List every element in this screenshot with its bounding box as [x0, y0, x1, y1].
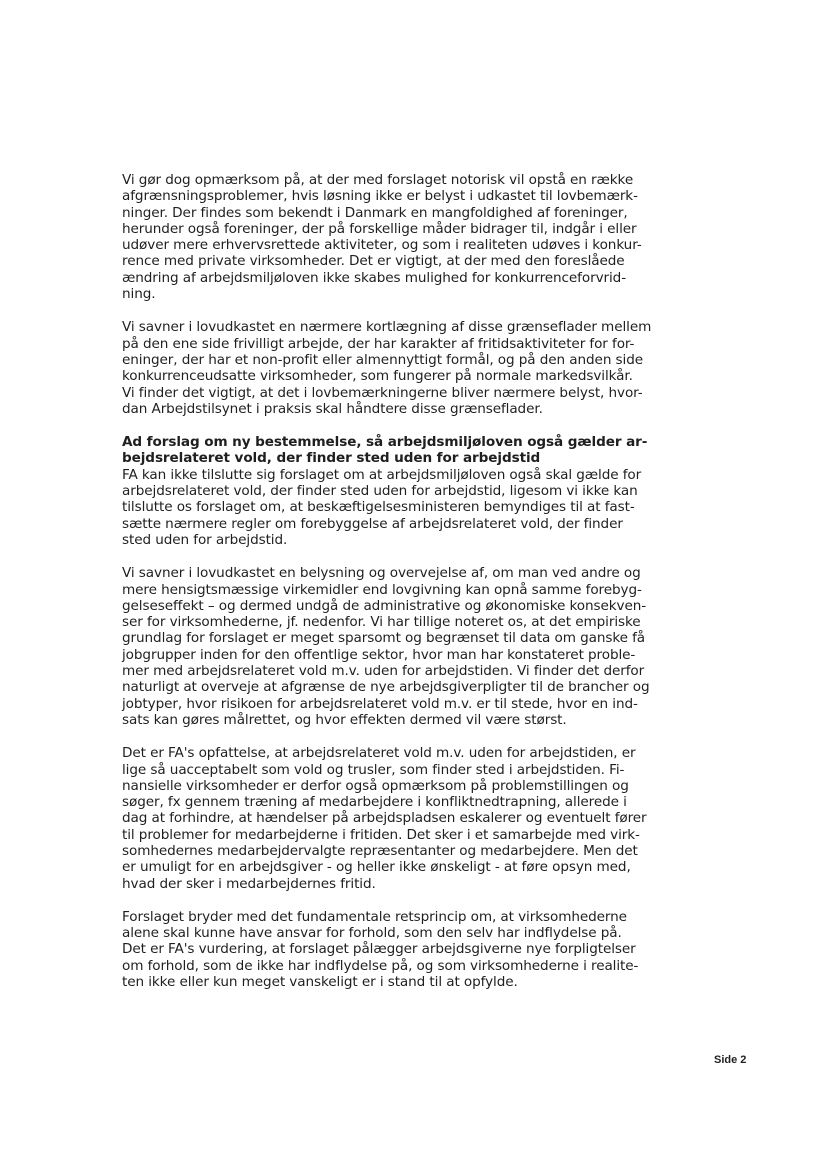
- text-line: tilslutte os forslaget om, at beskæftigelsesministeren bemyndiges til at fast-: [122, 499, 635, 516]
- text-line: FA kan ikke tilslutte sig forslaget om at arbejdsmiljøloven også skal gælde for: [122, 466, 642, 483]
- text-line: sætte nærmere regler om forebyggelse af arbejdsrelateret vold, der finder: [122, 515, 623, 532]
- text-line: grundlag for forslaget er meget sparsomt og begrænset til data om ganske få: [122, 630, 646, 647]
- section-heading: [122, 434, 688, 467]
- paragraph-gap: [122, 417, 688, 434]
- text-line: konkurrenceudsatte virksomheder, som fungerer på normale markedsvilkår.: [122, 368, 633, 385]
- text-line: på den ene side frivilligt arbejde, der har karakter af fritidsaktiviteter for for-: [122, 335, 635, 352]
- text-line: arbejdsrelateret vold, der finder sted uden for arbejdstid, ligesom vi ikke kan: [122, 483, 638, 500]
- text-line: sats kan gøres målrettet, og hvor effekten dermed vil være størst.: [122, 711, 567, 728]
- text-line: Det er FA's opfattelse, at arbejdsrelateret vold m.v. uden for arbejdstiden, er: [122, 745, 636, 762]
- text-line: til problemer for medarbejderne i fritiden. Det sker i et samarbejde med virk-: [122, 826, 640, 843]
- paragraph-2: [122, 319, 688, 417]
- text-line: ten ikke eller kun meget vanskeligt er i stand til at opfylde.: [122, 974, 518, 991]
- text-line: ning.: [122, 286, 156, 303]
- text-line: udøver mere erhvervsrettede aktiviteter, og som i realiteten udøves i konkur-: [122, 237, 642, 254]
- text-line: mer med arbejdsrelateret vold m.v. uden for arbejdstiden. Vi finder det derfor: [122, 663, 645, 680]
- text-line: søger, fx gennem træning af medarbejdere i konfliktnedtrapning, allerede i: [122, 794, 627, 811]
- paragraph-gap: [122, 548, 688, 565]
- text-line: naturligt at overveje at afgrænse de nye arbejdsgiverpligter til de brancher og: [122, 679, 650, 696]
- paragraph-4: [122, 565, 688, 728]
- text-line: ændring af arbejdsmiljøloven ikke skabes mulighed for konkurrenceforvrid-: [122, 269, 627, 286]
- text-line: Vi savner i lovudkastet en nærmere kortlægning af disse grænseflader mellem: [122, 319, 652, 336]
- paragraph-3: [122, 467, 688, 548]
- text-line: alene skal kunne have ansvar for forhold, som den selv har indflydelse på.: [122, 925, 622, 942]
- heading-line: Ad forslag om ny bestemmelse, så arbejdsmiljøloven også gælder ar-: [122, 434, 648, 451]
- text-line: Vi gør dog opmærksom på, at der med forslaget notorisk vil opstå en række: [122, 172, 634, 188]
- paragraph-gap: [122, 892, 688, 909]
- text-line: afgrænsningsproblemer, hvis løsning ikke er belyst i udkastet til lovbemærk-: [122, 188, 638, 205]
- text-line: Forslaget bryder med det fundamentale retsprincip om, at virksomhederne: [122, 908, 627, 925]
- text-line: Vi finder det vigtigt, at det i lovbemærkningerne bliver nærmere belyst, hvor-: [122, 384, 643, 401]
- text-line: dag at forhindre, at hændelser på arbejdspladsen eskalerer og eventuelt fører: [122, 810, 647, 827]
- text-line: nansielle virksomheder er derfor også opmærksom på problemstillingen og: [122, 777, 629, 794]
- document-body: [122, 172, 688, 990]
- text-line: sted uden for arbejdstid.: [122, 531, 288, 548]
- text-line: Det er FA's vurdering, at forslaget pålægger arbejdsgiverne nye forpligtelser: [122, 941, 636, 958]
- text-line: jobtyper, hvor risikoen for arbejdsrelateret vold m.v. er til stede, hvor en ind-: [122, 695, 638, 712]
- text-line: hvad der sker i medarbejdernes fritid.: [122, 875, 376, 892]
- paragraph-gap: [122, 302, 688, 319]
- page-number: Side 2: [714, 1054, 747, 1066]
- heading-line: bejdsrelateret vold, der finder sted uden for arbejdstid: [122, 450, 541, 467]
- text-line: somhedernes medarbejdervalgte repræsentanter og medarbejdere. Men det: [122, 842, 638, 859]
- text-line: ninger. Der findes som bekendt i Danmark en mangfoldighed af foreninger,: [122, 204, 628, 221]
- text-line: ser for virksomhederne, jf. nedenfor. Vi har tillige noteret os, at det empiriske: [122, 614, 641, 631]
- text-line: eninger, der har et non-profit eller almennyttigt formål, og på den anden side: [122, 351, 644, 368]
- paragraph-5: [122, 745, 688, 892]
- text-line: dan Arbejdstilsynet i praksis skal håndtere disse grænseflader.: [122, 400, 543, 417]
- text-line: Vi savner i lovudkastet en belysning og overvejelse af, om man ved andre og: [122, 565, 641, 582]
- text-line: jobgrupper inden for den offentlige sektor, hvor man har konstateret proble-: [122, 646, 636, 663]
- text-line: rence med private virksomheder. Det er vigtigt, at der med den foreslåede: [122, 253, 625, 270]
- text-line: er umuligt for en arbejdsgiver - og heller ikke ønskeligt - at føre opsyn med,: [122, 859, 631, 876]
- text-line: mere hensigtsmæssige virkemidler end lovgivning kan opnå samme forebyg-: [122, 581, 642, 598]
- text-line: lige så uacceptabelt som vold og trusler, som finder sted i arbejdstiden. Fi-: [122, 761, 625, 778]
- paragraph-gap: [122, 728, 688, 745]
- text-line: herunder også foreninger, der på forskellige måder bidrager til, indgår i eller: [122, 220, 637, 237]
- text-line: gelseseffekt – og dermed undgå de administrative og økonomiske konsekven-: [122, 597, 647, 614]
- paragraph-1: [122, 172, 688, 302]
- text-line: om forhold, som de ikke har indflydelse på, og som virksomhederne i realite-: [122, 957, 639, 974]
- paragraph-6: [122, 909, 688, 990]
